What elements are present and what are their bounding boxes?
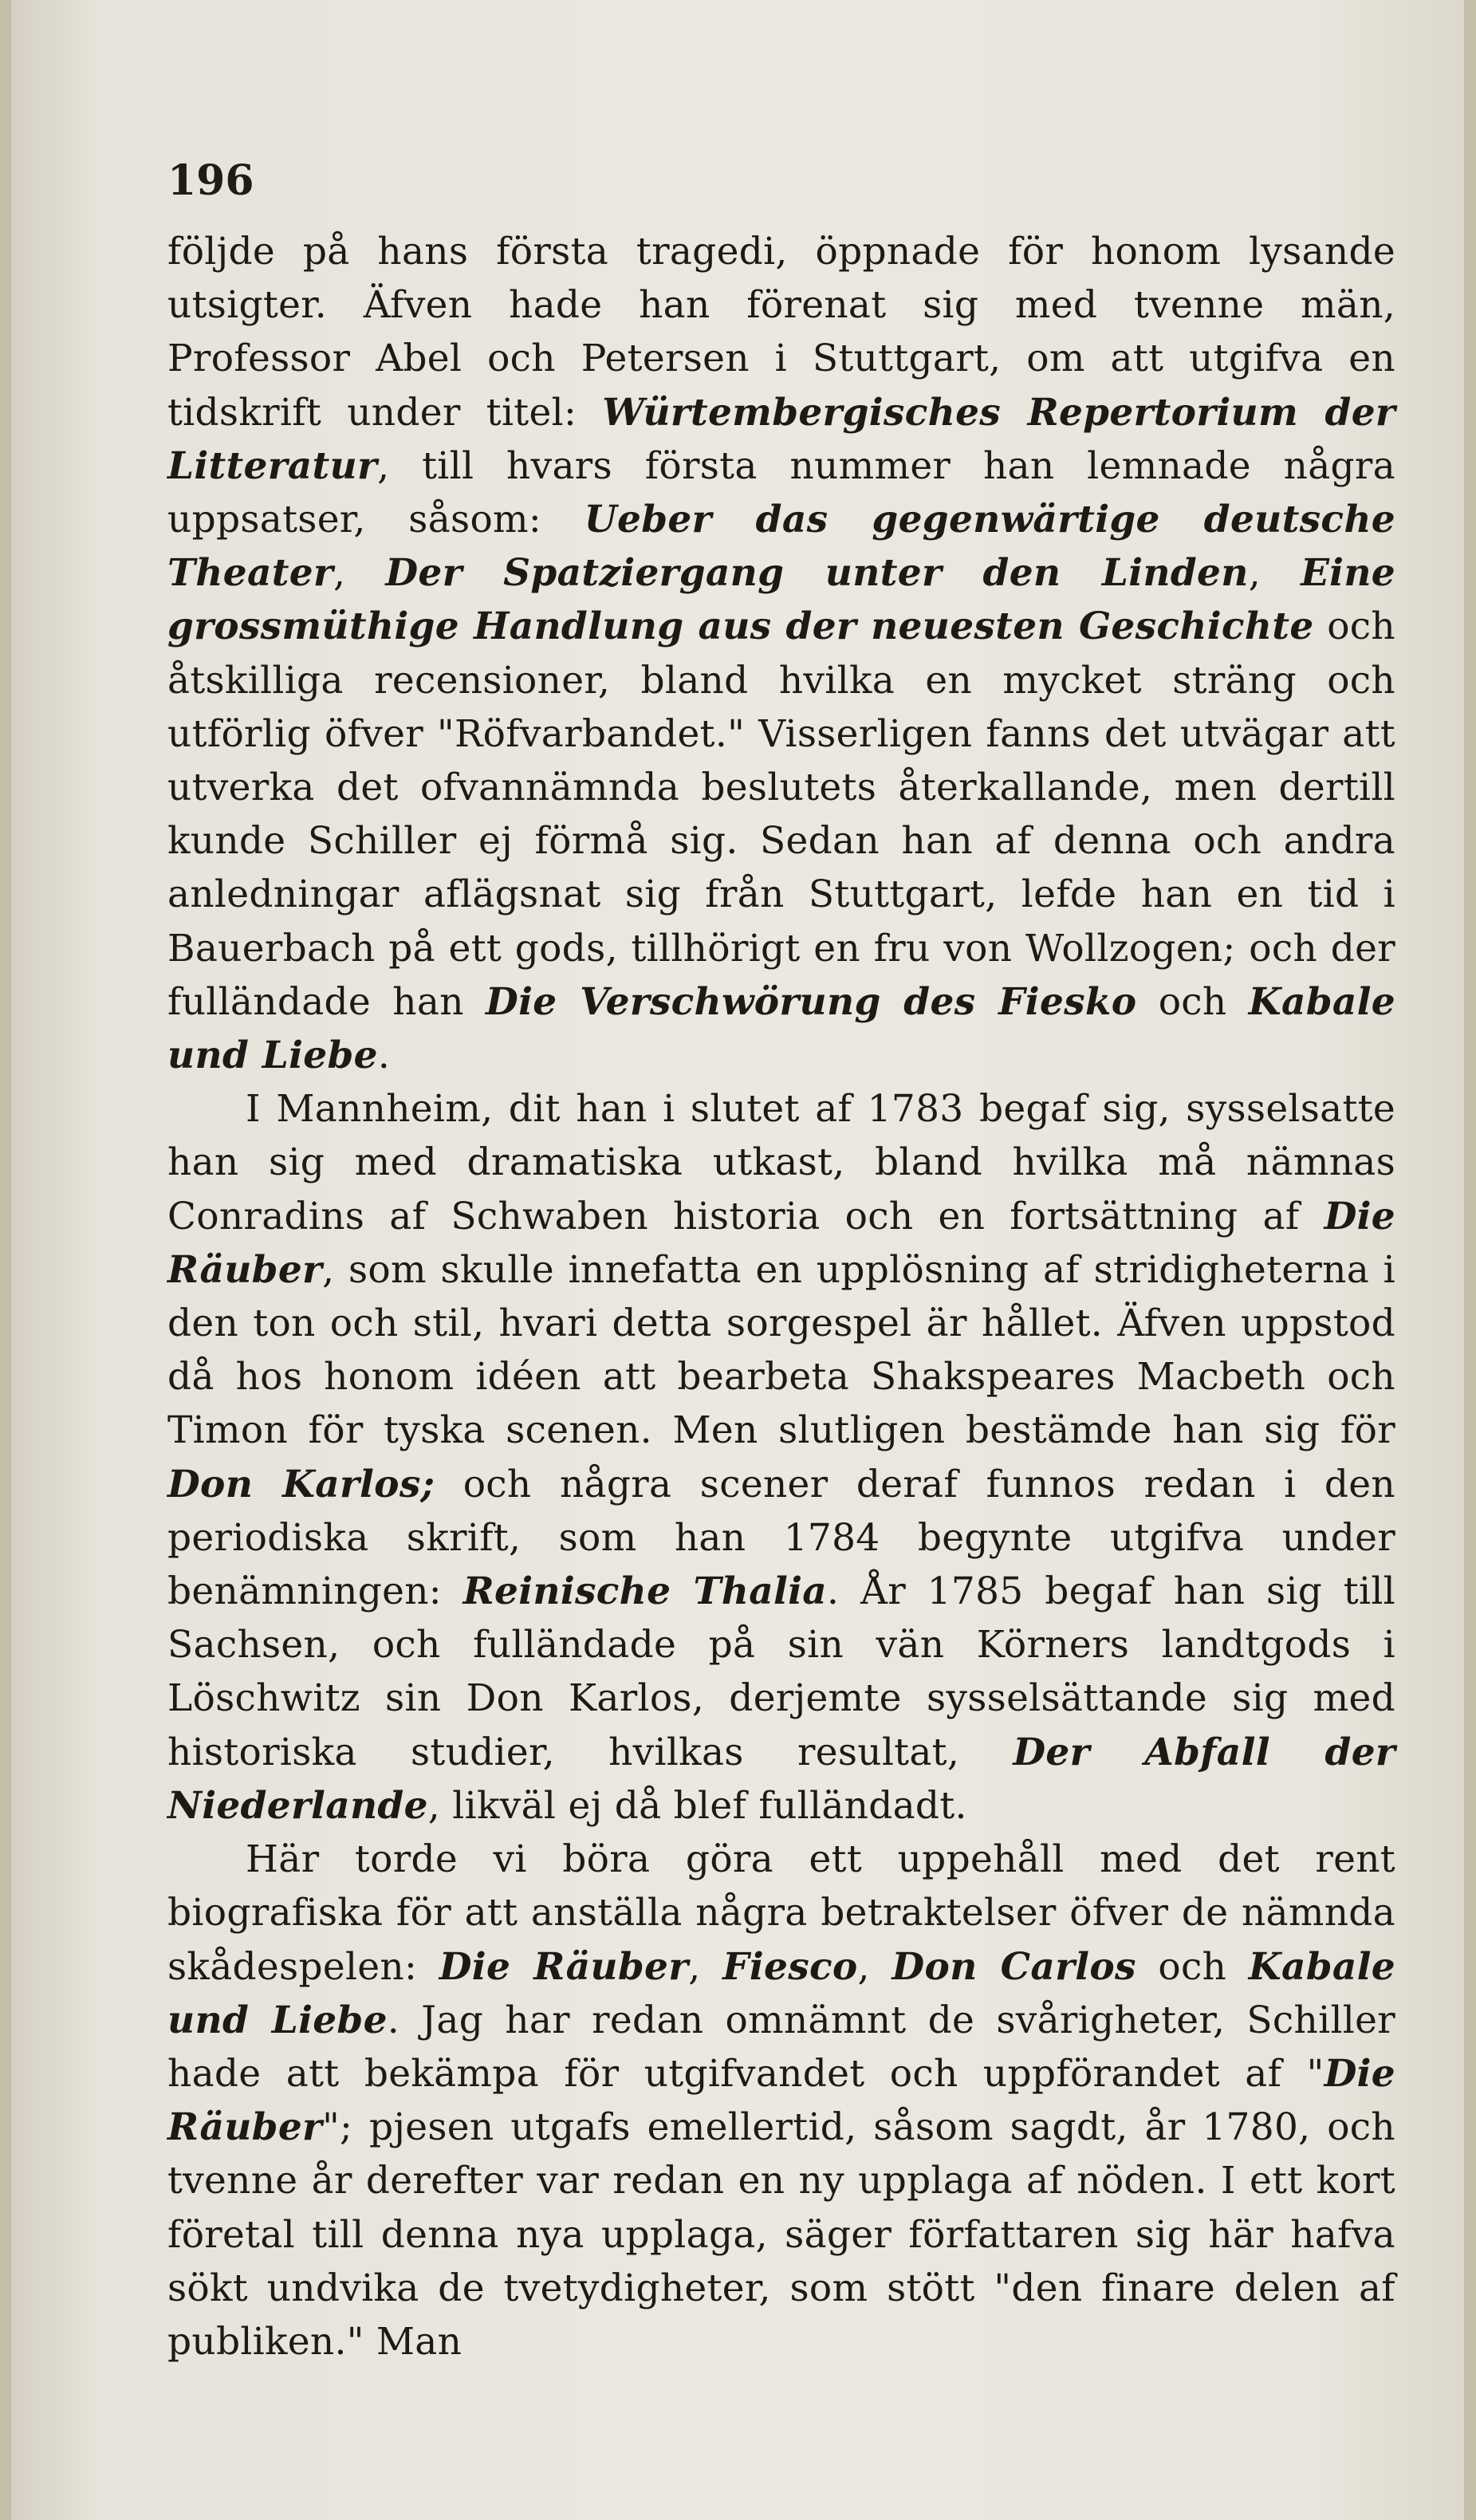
italic-title: Die Räuber xyxy=(167,1194,1395,1292)
text-run: , som skulle innefatta en upplösning af stridigheterna i den ton och stil, hvari detta sorgespel är hållet. Äfven uppstod då hos honom idéen att bearbeta Shakspeares Macbeth och Timon för tyska scenen. Men slutligen bestämde han sig för xyxy=(167,1247,1395,1453)
text-run: I Mannheim, dit han i slutet af 1783 begaf sig, sysselsatte han sig med dramatiska utkast, bland hvilka må nämnas Conradins af Schwaben historia och en fortsättning af xyxy=(167,1087,1395,1238)
italic-title: Der Spatziergang unter den Linden xyxy=(385,551,1249,596)
book-page xyxy=(11,0,1464,2520)
italic-title: Würtembergisches Repertorium der Litteratur xyxy=(167,390,1395,488)
text-run: . År 1785 begaf han sig till Sachsen, och fulländade på sin vän Körners landtgods i Löschwitz sin Don Karlos, derjemte sysselsättande sig med historiska studier, hvilkas resultat, xyxy=(167,1569,1395,1774)
italic-title: Die Verschwörung des Fiesko xyxy=(486,979,1137,1024)
paragraph xyxy=(167,225,1395,1082)
italic-title: Fiesco xyxy=(722,1944,858,1989)
text-run: och åtskilliga recensioner, bland hvilka en mycket sträng och utförlig öfver "Röfvarbandet." Visserligen fanns det utvägar att utverka det ofvannämnda beslutets återkallande, men dertill kunde Schiller ej förmå sig. Sedan han af denna och andra anledningar aflägsnat sig från Stuttgart, lefde han en tid i Bauerbach på ett gods, tillhörigt en fru von Wollzogen; och der fulländade han xyxy=(167,604,1396,1024)
page-number: 196 xyxy=(167,156,254,205)
paragraph xyxy=(167,1833,1395,2368)
italic-title: Don Carlos xyxy=(892,1944,1136,1989)
text-run: , xyxy=(688,1944,723,1989)
italic-title: Kabale und Liebe xyxy=(167,979,1395,1078)
italic-title: Reinische Thalia xyxy=(462,1569,828,1614)
text-run: Här torde vi böra göra ett uppehåll med det rent biografiska för att anställa några betraktelser öfver de nämnda skådespelen: xyxy=(167,1837,1395,1989)
paragraph xyxy=(167,1082,1395,1833)
italic-title: Ueber das gegenwärtige deutsche Theater xyxy=(167,498,1396,596)
text-run: och xyxy=(1136,979,1249,1024)
text-run: . xyxy=(377,1034,391,1078)
text-run: . Jag har redan omnämnt de svårigheter, Schiller hade att bekämpa för utgifvandet och uppförandet af " xyxy=(167,1998,1395,2096)
italic-title: Don Karlos; xyxy=(167,1462,435,1506)
text-run: och xyxy=(1136,1944,1249,1989)
text-run: , till hvars första nummer han lemnade några uppsatser, såsom: xyxy=(167,443,1395,542)
text-run: följde på hans första tragedi, öppnade för honom lysande utsigter. Äfven hade han förenat sig med tvenne män, Professor Abel och Petersen i Stuttgart, om att utgifva en tidskrift under titel: xyxy=(167,230,1395,435)
italic-title: Die Räuber xyxy=(439,1944,689,1989)
text-run: och några scener deraf funnos redan i den periodiska skrift, som han 1784 begynte utgifva under benämningen: xyxy=(167,1462,1395,1614)
body-text xyxy=(167,225,1395,2368)
text-run: , xyxy=(333,551,386,596)
italic-title: Der Abfall der Niederlande xyxy=(167,1730,1395,1828)
text-run: , likväl ej då blef fulländadt. xyxy=(427,1783,967,1828)
text-run: , xyxy=(857,1944,892,1989)
text-run: "; pjesen utgafs emellertid, såsom sagdt, år 1780, och tvenne år derefter var redan en ny upplaga af nöden. I ett kort företal till denna nya upplaga, säger författaren sig här hafva sökt undvika de tvetydigheter, som stött "den finare delen af publiken." Man xyxy=(167,2105,1395,2364)
italic-title: Kabale und Liebe xyxy=(167,1944,1395,2042)
italic-title: Eine grossmüthige Handlung aus der neuesten Geschichte xyxy=(167,551,1396,649)
italic-title: Die Räuber xyxy=(167,2051,1395,2150)
text-run: , xyxy=(1248,551,1301,596)
